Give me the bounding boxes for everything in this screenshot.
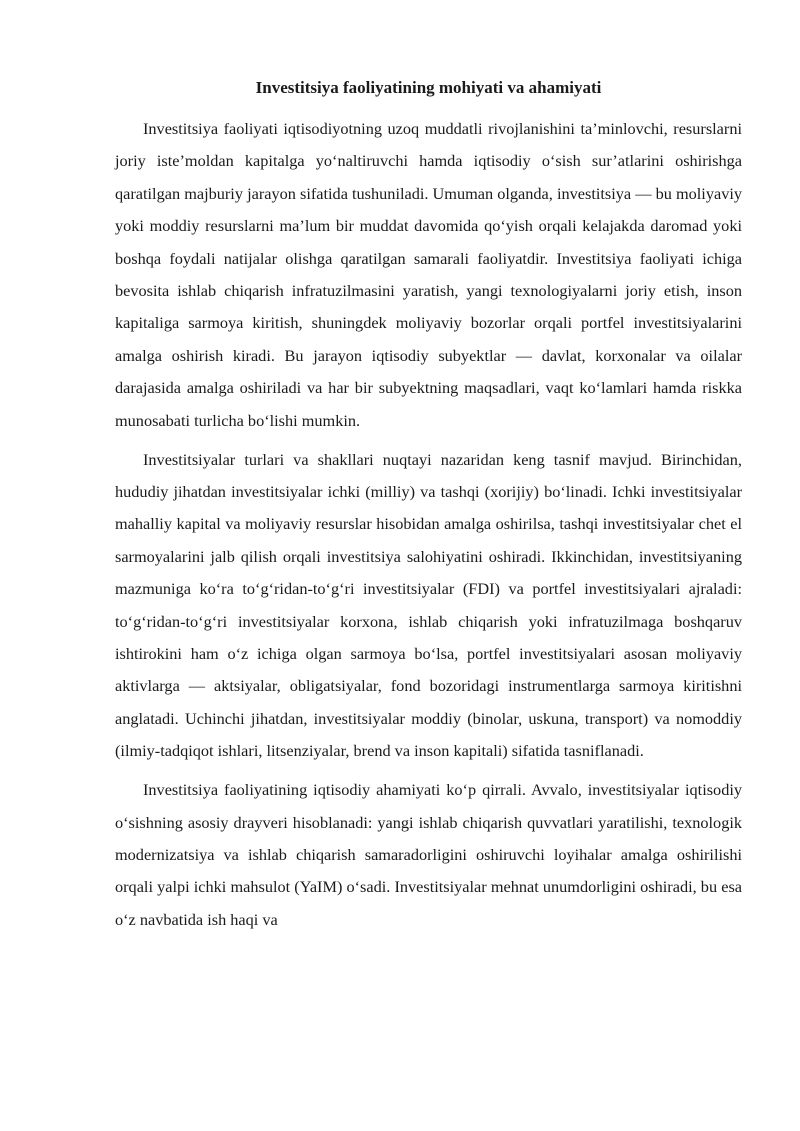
paragraph-1: Investitsiya faoliyati iqtisodiyotning uzoq muddatli rivojlanishini ta’minlovchi, resurslarni joriy iste’moldan kapitalga yo‘naltiruvchi hamda iqtisodiy o‘sish sur’atlarini oshirishga qaratilgan majburiy jarayon sifatida tushuniladi. Umuman olganda, investitsiya — bu moliyaviy yoki moddiy resurslarni ma’lum bir muddat davomida qo‘yish orqali kelajakda daromad yoki boshqa foydali natijalar olishga qaratilgan samarali faoliyatdir. Investitsiya faoliyati ichiga bevosita ishlab chiqarish infratuzilmasini yaratish, yangi texnologiyalarni joriy etish, inson kapitaliga sarmoya kiritish, shuningdek moliyaviy bozorlar orqali portfel investitsiyalarini amalga oshirish kiradi. Bu jarayon iqtisodiy subyektlar — davlat, korxonalar va oilalar darajasida amalga oshiriladi va har bir subyektning maqsadlari, vaqt ko‘lamlari hamda riskka munosabati turlicha bo‘lishi mumkin. [115, 119, 742, 430]
paragraph-3: Investitsiya faoliyatining iqtisodiy ahamiyati ko‘p qirrali. Avvalo, investitsiyalar iqtisodiy o‘sishning asosiy drayveri hisoblanadi: yangi ishlab chiqarish quvvatlari yaratilishi, texnologik modernizatsiya va ishlab chiqarish samaradorligini oshiruvchi loyihalar amalga oshirilishi orqali yalpi ichki mahsulot (YaIM) o‘sadi. Investitsiyalar mehnat unumdorligini oshiradi, bu esa o‘z navbatida ish haqi va [115, 780, 742, 929]
document-title: Investitsiya faoliyatining mohiyati va ahamiyati [255, 78, 602, 97]
paragraph-2: Investitsiyalar turlari va shakllari nuqtayi nazaridan keng tasnif mavjud. Birinchidan, hududiy jihatdan investitsiyalar ichki (milliy) va tashqi (xorijiy) bo‘linadi. Ichki investitsiyalar mahalliy kapital va moliyaviy resurslar hisobidan amalga oshirilsa, tashqi investitsiyalar chet el sarmoyalarini jalb qilish orqali investitsiya salohiyatini oshiradi. Ikkinchidan, investitsiyaning mazmuniga ko‘ra to‘g‘ridan-to‘g‘ri investitsiyalar (FDI) va portfel investitsiyalari ajraladi: to‘g‘ridan-to‘g‘ri investitsiyalar korxona, ishlab chiqarish yoki infratuzilmaga boshqaruv ishtirokini ham o‘z ichiga olgan sarmoya bo‘lsa, portfel investitsiyalari asosan moliyaviy aktivlarga — aktsiyalar, obligatsiyalar, fond bozoridagi instrumentlarga sarmoya kiritishni anglatadi. Uchinchi jihatdan, investitsiyalar moddiy (binolar, uskuna, transport) va nomoddiy (ilmiy-tadqiqot ishlari, litsenziyalar, brend va inson kapitali) sifatida tasniflanadi. [115, 449, 742, 761]
